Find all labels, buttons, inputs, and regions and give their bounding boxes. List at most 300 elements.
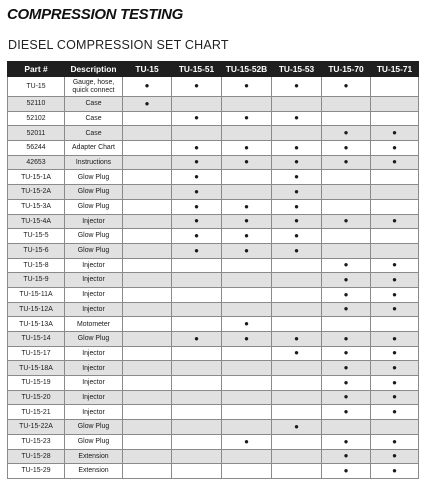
kit-inclusion-cell <box>123 287 172 302</box>
kit-inclusion-cell <box>272 243 322 258</box>
kit-inclusion-cell <box>123 185 172 200</box>
included-dot-icon: ● <box>343 436 349 446</box>
kit-inclusion-cell <box>371 332 419 347</box>
included-dot-icon: ● <box>294 113 299 123</box>
included-dot-icon: ● <box>392 465 397 475</box>
description-cell: Extension <box>65 464 123 479</box>
kit-inclusion-cell <box>272 214 322 229</box>
kit-inclusion-cell <box>222 434 272 449</box>
included-dot-icon: ● <box>294 333 299 343</box>
kit-inclusion-cell <box>272 434 322 449</box>
table-row <box>8 302 419 317</box>
kit-inclusion-cell <box>123 332 172 347</box>
included-dot-icon: ● <box>343 289 349 299</box>
kit-inclusion-cell <box>172 449 222 464</box>
kit-inclusion-cell <box>322 405 371 420</box>
kit-inclusion-cell <box>272 258 322 273</box>
part-number-cell: 52011 <box>8 126 65 141</box>
included-dot-icon: ● <box>194 81 199 91</box>
kit-inclusion-cell <box>172 141 222 156</box>
part-number-cell: TU-15-8 <box>8 258 65 273</box>
chart-title: DIESEL COMPRESSION SET CHART <box>8 38 229 52</box>
table-row <box>8 77 419 97</box>
kit-inclusion-cell <box>172 405 222 420</box>
included-dot-icon: ● <box>392 451 397 461</box>
included-dot-icon: ● <box>392 363 397 373</box>
included-dot-icon: ● <box>343 274 349 284</box>
part-number-cell: TU-15-22A <box>8 420 65 435</box>
kit-inclusion-cell <box>222 199 272 214</box>
description-cell: Glow Plug <box>65 170 123 185</box>
included-dot-icon: ● <box>392 157 397 167</box>
kit-inclusion-cell <box>222 390 272 405</box>
kit-inclusion-cell <box>172 287 222 302</box>
compression-set-table <box>7 61 419 479</box>
kit-inclusion-cell <box>123 126 172 141</box>
included-dot-icon: ● <box>392 377 397 387</box>
included-dot-icon: ● <box>244 201 249 211</box>
table-row <box>8 273 419 288</box>
kit-inclusion-cell <box>272 376 322 391</box>
kit-inclusion-cell <box>322 141 371 156</box>
part-number-cell: TU-15-23 <box>8 434 65 449</box>
included-dot-icon: ● <box>294 216 299 226</box>
description-cell: Injector <box>65 302 123 317</box>
table-row <box>8 126 419 141</box>
kit-inclusion-cell <box>371 273 419 288</box>
column-header: TU-15-70 <box>322 62 371 77</box>
kit-inclusion-cell <box>371 185 419 200</box>
kit-inclusion-cell <box>322 302 371 317</box>
page-heading: COMPRESSION TESTING <box>7 6 183 23</box>
part-number-cell: TU-15-1A <box>8 170 65 185</box>
included-dot-icon: ● <box>244 333 249 343</box>
description-cell: Glow Plug <box>65 420 123 435</box>
kit-inclusion-cell <box>322 420 371 435</box>
kit-inclusion-cell <box>172 361 222 376</box>
column-header: Part # <box>8 62 65 77</box>
kit-inclusion-cell <box>322 464 371 479</box>
column-header: TU-15-53 <box>272 62 322 77</box>
kit-inclusion-cell <box>172 390 222 405</box>
kit-inclusion-cell <box>222 258 272 273</box>
included-dot-icon: ● <box>194 113 199 123</box>
description-cell: Injector <box>65 258 123 273</box>
kit-inclusion-cell <box>322 185 371 200</box>
table-row <box>8 199 419 214</box>
kit-inclusion-cell <box>322 332 371 347</box>
kit-inclusion-cell <box>172 243 222 258</box>
table-row <box>8 258 419 273</box>
kit-inclusion-cell <box>272 155 322 170</box>
kit-inclusion-cell <box>272 185 322 200</box>
kit-inclusion-cell <box>123 111 172 126</box>
kit-inclusion-cell <box>371 170 419 185</box>
kit-inclusion-cell <box>222 214 272 229</box>
kit-inclusion-cell <box>123 317 172 332</box>
description-cell: Injector <box>65 361 123 376</box>
included-dot-icon: ● <box>343 157 349 167</box>
kit-inclusion-cell <box>222 273 272 288</box>
kit-inclusion-cell <box>272 199 322 214</box>
part-number-cell: 56244 <box>8 141 65 156</box>
table-row <box>8 332 419 347</box>
kit-inclusion-cell <box>123 243 172 258</box>
kit-inclusion-cell <box>322 229 371 244</box>
kit-inclusion-cell <box>172 464 222 479</box>
kit-inclusion-cell <box>123 434 172 449</box>
table-body <box>8 77 419 479</box>
kit-inclusion-cell <box>222 346 272 361</box>
included-dot-icon: ● <box>244 436 249 446</box>
kit-inclusion-cell <box>371 243 419 258</box>
kit-inclusion-cell <box>371 258 419 273</box>
included-dot-icon: ● <box>294 81 299 91</box>
kit-inclusion-cell <box>172 346 222 361</box>
kit-inclusion-cell <box>123 464 172 479</box>
column-header: TU-15-51 <box>172 62 222 77</box>
included-dot-icon: ● <box>294 172 299 182</box>
kit-inclusion-cell <box>272 405 322 420</box>
included-dot-icon: ● <box>244 142 249 152</box>
included-dot-icon: ● <box>244 245 249 255</box>
kit-inclusion-cell <box>172 185 222 200</box>
kit-inclusion-cell <box>222 229 272 244</box>
kit-inclusion-cell <box>172 332 222 347</box>
kit-inclusion-cell <box>172 214 222 229</box>
kit-inclusion-cell <box>322 170 371 185</box>
kit-inclusion-cell <box>371 302 419 317</box>
kit-inclusion-cell <box>172 258 222 273</box>
kit-inclusion-cell <box>371 449 419 464</box>
kit-inclusion-cell <box>172 434 222 449</box>
part-number-cell: TU-15-29 <box>8 464 65 479</box>
description-cell: Glow Plug <box>65 185 123 200</box>
kit-inclusion-cell <box>322 287 371 302</box>
description-cell: Case <box>65 97 123 112</box>
kit-inclusion-cell <box>172 170 222 185</box>
kit-inclusion-cell <box>272 287 322 302</box>
included-dot-icon: ● <box>392 348 397 358</box>
included-dot-icon: ● <box>392 392 397 402</box>
included-dot-icon: ● <box>144 98 150 108</box>
kit-inclusion-cell <box>222 111 272 126</box>
kit-inclusion-cell <box>123 273 172 288</box>
kit-inclusion-cell <box>272 273 322 288</box>
kit-inclusion-cell <box>322 77 371 97</box>
kit-inclusion-cell <box>371 405 419 420</box>
kit-inclusion-cell <box>322 214 371 229</box>
included-dot-icon: ● <box>294 348 299 358</box>
kit-inclusion-cell <box>123 361 172 376</box>
kit-inclusion-cell <box>222 332 272 347</box>
included-dot-icon: ● <box>343 348 349 358</box>
kit-inclusion-cell <box>222 464 272 479</box>
kit-inclusion-cell <box>322 449 371 464</box>
included-dot-icon: ● <box>194 201 199 211</box>
kit-inclusion-cell <box>123 302 172 317</box>
kit-inclusion-cell <box>371 97 419 112</box>
kit-inclusion-cell <box>272 77 322 97</box>
table-row <box>8 361 419 376</box>
kit-inclusion-cell <box>123 170 172 185</box>
kit-inclusion-cell <box>371 155 419 170</box>
included-dot-icon: ● <box>244 113 249 123</box>
table-row <box>8 214 419 229</box>
description-cell: Injector <box>65 376 123 391</box>
included-dot-icon: ● <box>144 81 150 91</box>
table-header-row <box>8 62 419 77</box>
description-cell: Motometer <box>65 317 123 332</box>
included-dot-icon: ● <box>294 245 299 255</box>
table-row <box>8 185 419 200</box>
kit-inclusion-cell <box>322 155 371 170</box>
part-number-cell: TU-15-13A <box>8 317 65 332</box>
kit-inclusion-cell <box>371 126 419 141</box>
included-dot-icon: ● <box>343 392 349 402</box>
kit-inclusion-cell <box>272 332 322 347</box>
kit-inclusion-cell <box>371 464 419 479</box>
table-row <box>8 155 419 170</box>
kit-inclusion-cell <box>272 141 322 156</box>
column-header: TU-15 <box>123 62 172 77</box>
kit-inclusion-cell <box>123 214 172 229</box>
kit-inclusion-cell <box>172 229 222 244</box>
kit-inclusion-cell <box>371 346 419 361</box>
table-row <box>8 449 419 464</box>
included-dot-icon: ● <box>294 230 299 240</box>
part-number-cell: TU-15 <box>8 77 65 97</box>
description-cell: Glow Plug <box>65 229 123 244</box>
kit-inclusion-cell <box>123 97 172 112</box>
part-number-cell: TU-15-9 <box>8 273 65 288</box>
kit-inclusion-cell <box>222 302 272 317</box>
included-dot-icon: ● <box>194 142 199 152</box>
kit-inclusion-cell <box>222 170 272 185</box>
included-dot-icon: ● <box>392 407 397 417</box>
description-cell: Injector <box>65 273 123 288</box>
kit-inclusion-cell <box>123 141 172 156</box>
kit-inclusion-cell <box>272 317 322 332</box>
part-number-cell: 52102 <box>8 111 65 126</box>
kit-inclusion-cell <box>272 97 322 112</box>
included-dot-icon: ● <box>294 186 299 196</box>
part-number-cell: TU-15-6 <box>8 243 65 258</box>
kit-inclusion-cell <box>172 302 222 317</box>
kit-inclusion-cell <box>371 111 419 126</box>
kit-inclusion-cell <box>272 111 322 126</box>
kit-inclusion-cell <box>222 420 272 435</box>
included-dot-icon: ● <box>294 157 299 167</box>
table-row <box>8 464 419 479</box>
table-row <box>8 97 419 112</box>
part-number-cell: TU-15-4A <box>8 214 65 229</box>
kit-inclusion-cell <box>272 170 322 185</box>
included-dot-icon: ● <box>343 407 349 417</box>
included-dot-icon: ● <box>194 230 199 240</box>
description-cell: Instructions <box>65 155 123 170</box>
part-number-cell: TU-15-3A <box>8 199 65 214</box>
description-cell: Glow Plug <box>65 199 123 214</box>
kit-inclusion-cell <box>371 287 419 302</box>
part-number-cell: TU-15-2A <box>8 185 65 200</box>
included-dot-icon: ● <box>392 216 397 226</box>
column-header: TU-15-71 <box>371 62 419 77</box>
part-number-cell: TU-15-17 <box>8 346 65 361</box>
kit-inclusion-cell <box>371 77 419 97</box>
table-row <box>8 111 419 126</box>
kit-inclusion-cell <box>222 317 272 332</box>
kit-inclusion-cell <box>322 346 371 361</box>
kit-inclusion-cell <box>322 111 371 126</box>
included-dot-icon: ● <box>343 333 349 343</box>
table-row <box>8 405 419 420</box>
kit-inclusion-cell <box>371 434 419 449</box>
part-number-cell: TU-15-19 <box>8 376 65 391</box>
kit-inclusion-cell <box>272 229 322 244</box>
kit-inclusion-cell <box>371 317 419 332</box>
description-cell: Glow Plug <box>65 434 123 449</box>
kit-inclusion-cell <box>322 376 371 391</box>
kit-inclusion-cell <box>222 376 272 391</box>
description-cell: Injector <box>65 390 123 405</box>
kit-inclusion-cell <box>322 258 371 273</box>
column-header: Description <box>65 62 123 77</box>
kit-inclusion-cell <box>123 346 172 361</box>
included-dot-icon: ● <box>392 304 397 314</box>
kit-inclusion-cell <box>322 317 371 332</box>
included-dot-icon: ● <box>392 274 397 284</box>
kit-inclusion-cell <box>222 361 272 376</box>
included-dot-icon: ● <box>392 128 397 138</box>
table-row <box>8 170 419 185</box>
included-dot-icon: ● <box>343 128 349 138</box>
kit-inclusion-cell <box>222 185 272 200</box>
table-row <box>8 229 419 244</box>
kit-inclusion-cell <box>371 214 419 229</box>
kit-inclusion-cell <box>371 229 419 244</box>
kit-inclusion-cell <box>123 229 172 244</box>
table-row <box>8 317 419 332</box>
table-row <box>8 346 419 361</box>
kit-inclusion-cell <box>272 126 322 141</box>
kit-inclusion-cell <box>322 390 371 405</box>
included-dot-icon: ● <box>294 142 299 152</box>
kit-inclusion-cell <box>371 390 419 405</box>
included-dot-icon: ● <box>343 142 349 152</box>
included-dot-icon: ● <box>343 363 349 373</box>
kit-inclusion-cell <box>123 77 172 97</box>
kit-inclusion-cell <box>172 155 222 170</box>
included-dot-icon: ● <box>194 157 199 167</box>
kit-inclusion-cell <box>222 243 272 258</box>
kit-inclusion-cell <box>272 464 322 479</box>
kit-inclusion-cell <box>172 273 222 288</box>
kit-inclusion-cell <box>322 243 371 258</box>
kit-inclusion-cell <box>371 376 419 391</box>
included-dot-icon: ● <box>343 465 349 475</box>
kit-inclusion-cell <box>371 141 419 156</box>
kit-inclusion-cell <box>123 449 172 464</box>
kit-inclusion-cell <box>172 77 222 97</box>
included-dot-icon: ● <box>244 81 249 91</box>
kit-inclusion-cell <box>222 155 272 170</box>
kit-inclusion-cell <box>222 449 272 464</box>
description-cell: Extension <box>65 449 123 464</box>
kit-inclusion-cell <box>172 317 222 332</box>
included-dot-icon: ● <box>392 333 397 343</box>
kit-inclusion-cell <box>222 287 272 302</box>
kit-inclusion-cell <box>272 390 322 405</box>
included-dot-icon: ● <box>392 260 397 270</box>
table-row <box>8 390 419 405</box>
kit-inclusion-cell <box>371 361 419 376</box>
included-dot-icon: ● <box>343 260 349 270</box>
part-number-cell: 52110 <box>8 97 65 112</box>
included-dot-icon: ● <box>244 230 249 240</box>
included-dot-icon: ● <box>392 436 397 446</box>
included-dot-icon: ● <box>194 333 199 343</box>
kit-inclusion-cell <box>222 405 272 420</box>
part-number-cell: TU-15-28 <box>8 449 65 464</box>
table-row <box>8 376 419 391</box>
kit-inclusion-cell <box>123 376 172 391</box>
kit-inclusion-cell <box>371 199 419 214</box>
included-dot-icon: ● <box>294 421 299 431</box>
kit-inclusion-cell <box>322 199 371 214</box>
kit-inclusion-cell <box>172 111 222 126</box>
kit-inclusion-cell <box>322 434 371 449</box>
kit-inclusion-cell <box>172 376 222 391</box>
description-cell: Glow Plug <box>65 332 123 347</box>
kit-inclusion-cell <box>272 420 322 435</box>
table-row <box>8 420 419 435</box>
part-number-cell: TU-15-14 <box>8 332 65 347</box>
kit-inclusion-cell <box>272 302 322 317</box>
part-number-cell: TU-15-20 <box>8 390 65 405</box>
included-dot-icon: ● <box>194 186 199 196</box>
kit-inclusion-cell <box>272 346 322 361</box>
kit-inclusion-cell <box>123 258 172 273</box>
kit-inclusion-cell <box>322 126 371 141</box>
kit-inclusion-cell <box>222 97 272 112</box>
included-dot-icon: ● <box>343 451 349 461</box>
part-number-cell: TU-15-12A <box>8 302 65 317</box>
part-number-cell: TU-15-21 <box>8 405 65 420</box>
included-dot-icon: ● <box>294 201 299 211</box>
kit-inclusion-cell <box>123 420 172 435</box>
description-cell: Injector <box>65 405 123 420</box>
description-cell: Case <box>65 111 123 126</box>
part-number-cell: TU-15-5 <box>8 229 65 244</box>
description-cell: Injector <box>65 214 123 229</box>
included-dot-icon: ● <box>194 216 199 226</box>
table-row <box>8 243 419 258</box>
table-row <box>8 434 419 449</box>
kit-inclusion-cell <box>172 199 222 214</box>
table-row <box>8 287 419 302</box>
included-dot-icon: ● <box>244 319 249 329</box>
table-row <box>8 141 419 156</box>
part-number-cell: 42653 <box>8 155 65 170</box>
included-dot-icon: ● <box>343 216 349 226</box>
included-dot-icon: ● <box>244 157 249 167</box>
description-cell: Injector <box>65 287 123 302</box>
kit-inclusion-cell <box>272 449 322 464</box>
kit-inclusion-cell <box>123 199 172 214</box>
kit-inclusion-cell <box>222 77 272 97</box>
kit-inclusion-cell <box>172 126 222 141</box>
